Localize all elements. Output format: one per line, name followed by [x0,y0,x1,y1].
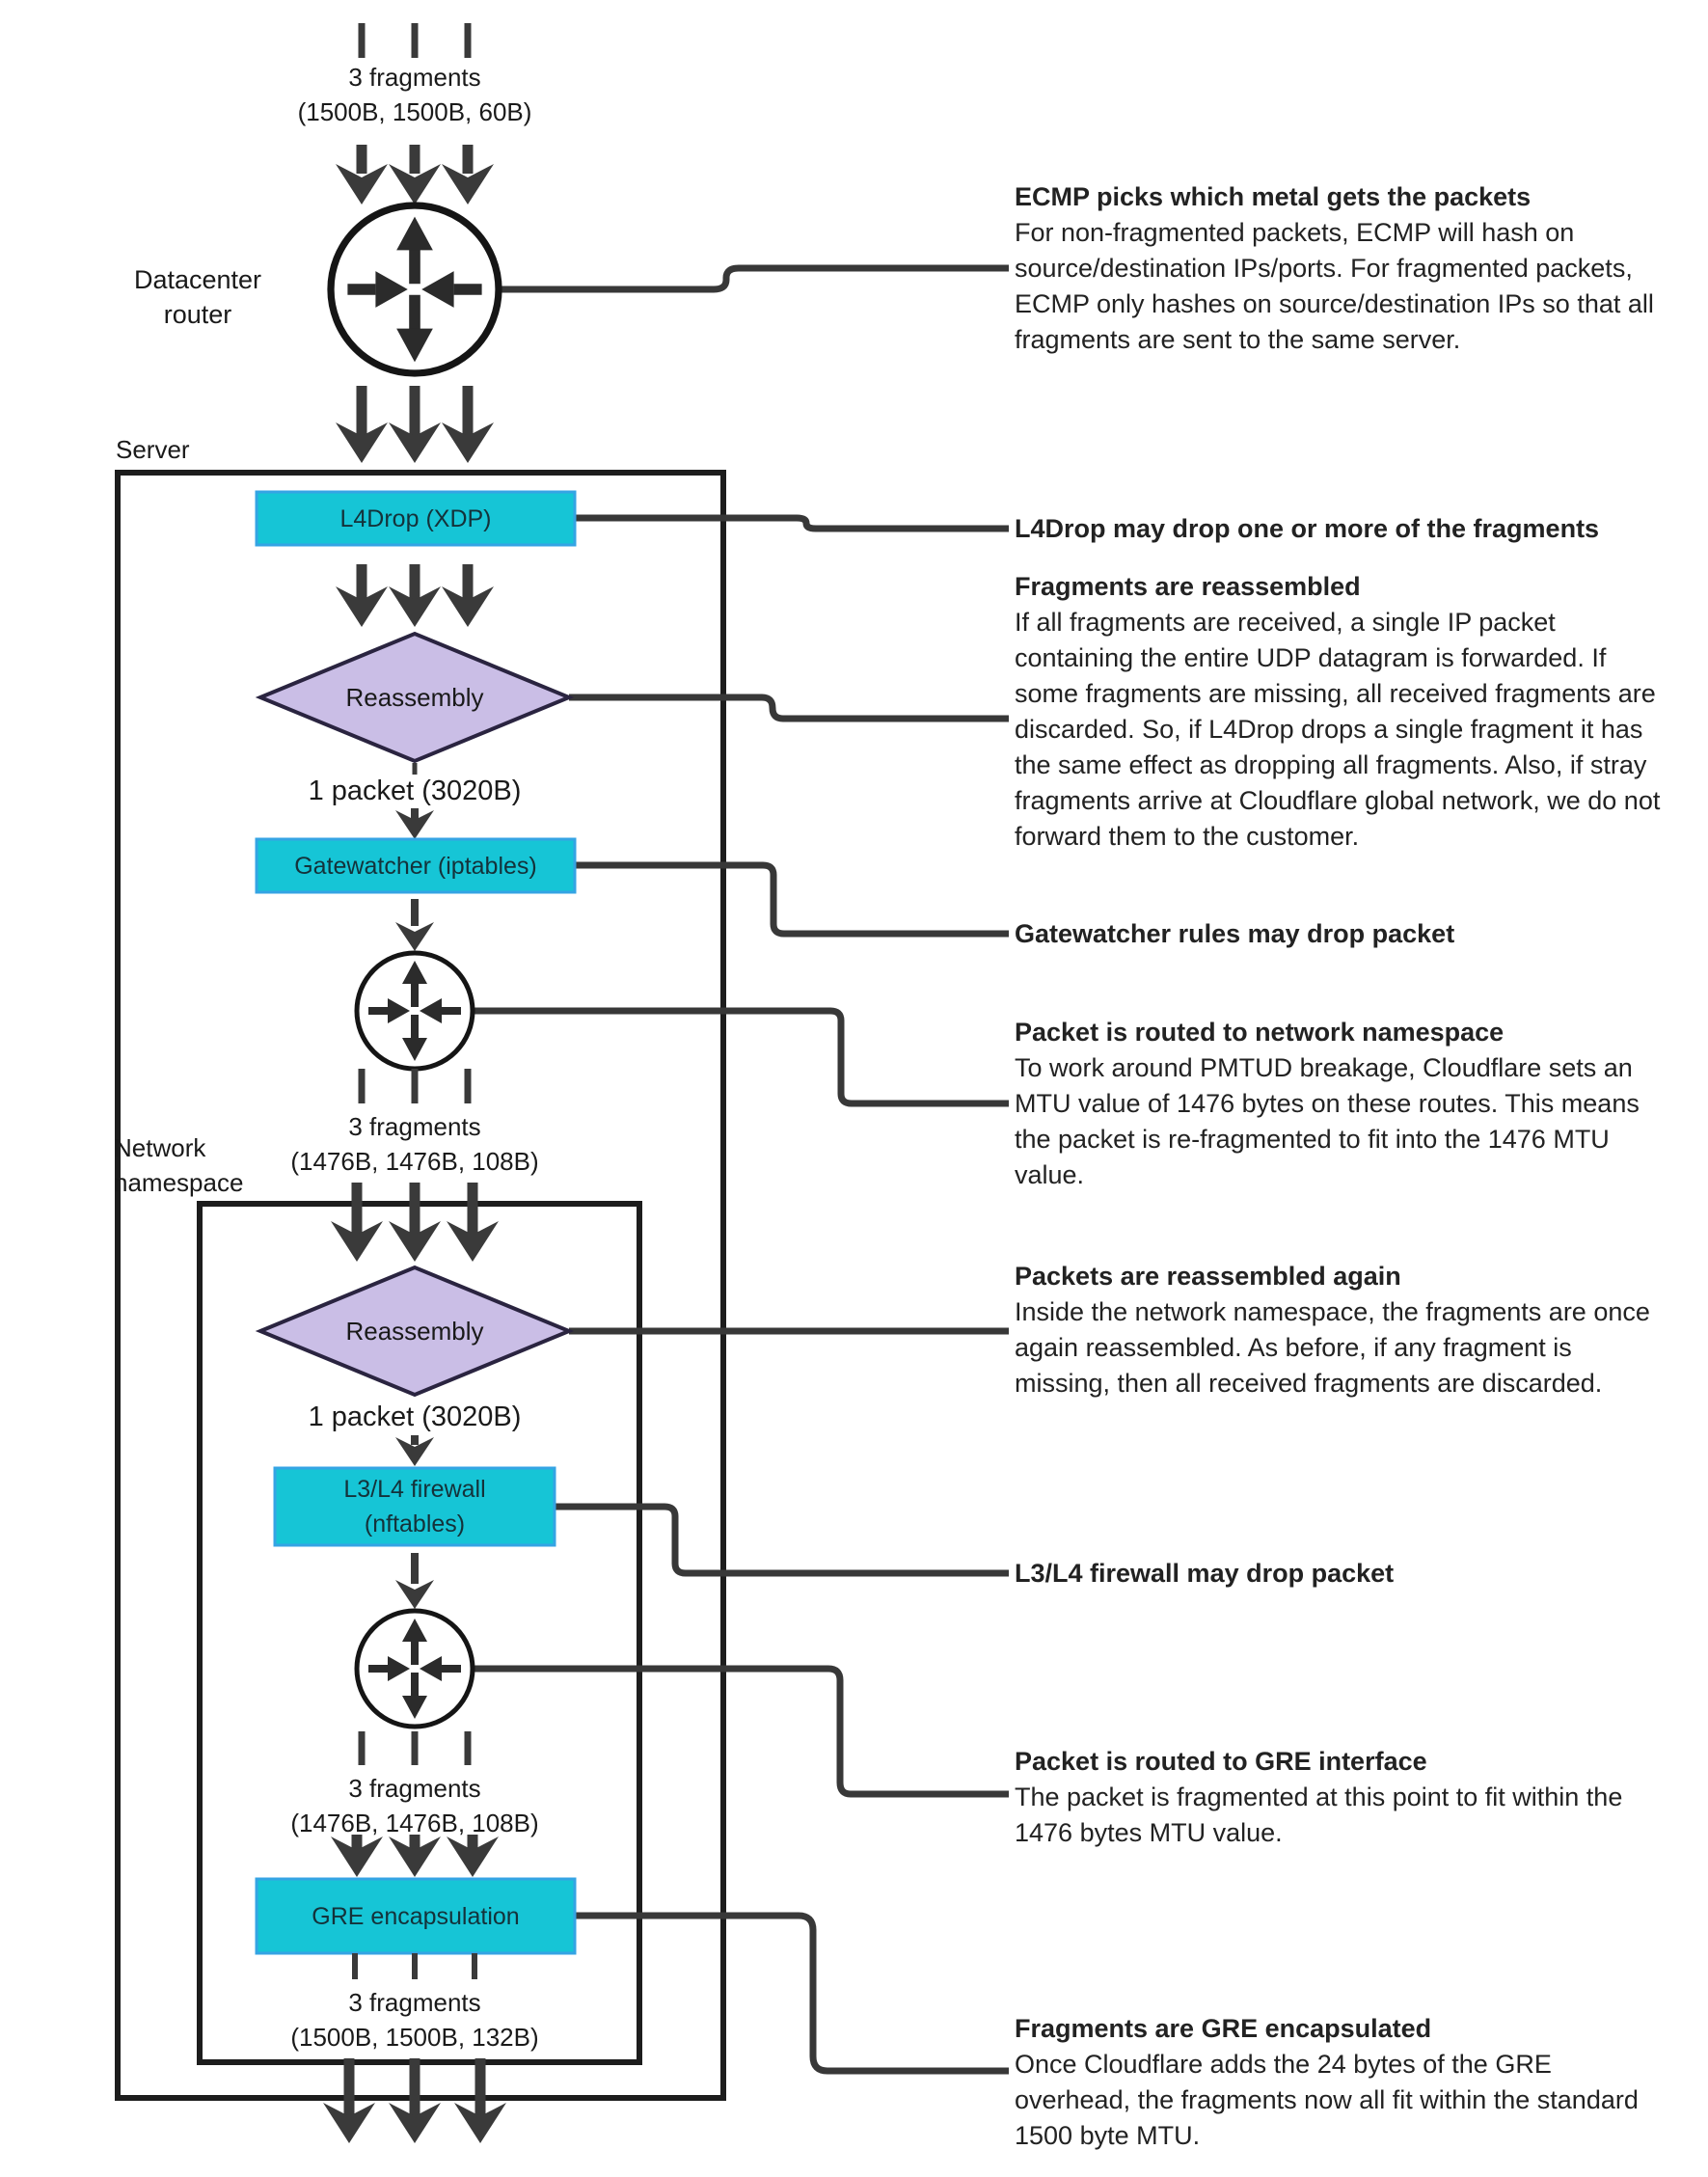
connector-l4drop [575,518,1009,529]
fragment-dashes-pre-gre [362,1731,468,1765]
arrow-packet2-to-l3l4 [395,1435,434,1466]
server-label: Server [116,435,190,464]
arrows-into-namespace [331,1183,499,1262]
annotation-route-namespace [1015,1015,1670,1193]
annotation-ecmp-body: For non-fragmented packets, ECMP will hash on source/destination IPs/ports. For fragmented packets, ECMP only hashes on source/destination IPs so that all fragments are sent to the same server. [1015,218,1654,354]
connector-gatewatcher [575,865,1009,934]
l3l4-firewall-label: L3/L4 firewall (nftables) [343,1476,486,1538]
connector-route-namespace [473,1011,1009,1103]
annotation-route-gre-body: The packet is fragmented at this point to fit within the 1476 bytes MTU value. [1015,1782,1623,1847]
arrows-l4drop-to-reassembly [336,564,494,627]
connector-reassembly-1 [569,697,1009,719]
annotation-route-gre [1015,1744,1670,1851]
annotation-l3l4-title: L3/L4 firewall may drop packet [1015,1559,1395,1588]
annotation-gatewatcher [1015,916,1670,952]
arrow-gatewatcher-to-router [395,899,434,951]
gatewatcher-label: Gatewatcher (iptables) [294,852,537,880]
annotation-reassembled-again [1015,1259,1670,1401]
annotation-reassembled-again-title: Packets are reassembled again [1015,1262,1401,1291]
reassembly-1-label: Reassembly [345,683,484,712]
packet-2-label: 1 packet (3020B) [308,1401,522,1432]
annotation-gre-encapsulated-body: Once Cloudflare adds the 24 bytes of the GRE overhead, the fragments now all fit within the standard 1500 byte MTU. [1015,2050,1639,2150]
post-gre-fragments-sizes: (1500B, 1500B, 132B) [290,2023,539,2052]
annotation-l4drop-title: L4Drop may drop one or more of the fragments [1015,514,1600,543]
gre-label: GRE encapsulation [312,1902,520,1930]
router-icon-datacenter [331,205,499,373]
arrows-into-gre [331,1835,499,1877]
annotation-reassembled-title: Fragments are reassembled [1015,572,1361,601]
arrow-packet1-to-gatewatcher [395,808,434,839]
annotation-route-namespace-body: To work around PMTUD breakage, Cloudflare sets an MTU value of 1476 bytes on these routes. This means the packet is re-fragmented to fit into the 1476 MTU value. [1015,1053,1640,1189]
reassembly-2-label: Reassembly [345,1317,484,1346]
annotation-l3l4 [1015,1556,1670,1592]
annotation-gre-encapsulated [1015,2011,1670,2154]
router-icon-namespace [357,1611,473,1727]
router-icon-server [357,953,473,1069]
arrows-top-into-router [336,145,494,204]
annotation-reassembled-body: If all fragments are received, a single IP packet containing the entire UDP datagram is forwarded. If some fragments are missing, all received fragments are discarded. So, if L4Drop drops a single fragment it has the same effect as dropping all fragments. Also, if stray fragments arrive at Cloudflare global network, we do not forward them to the customer. [1015,608,1661,851]
top-fragments-count: 3 fragments [348,63,481,92]
connector-ecmp [499,268,1009,289]
datacenter-router-label: Datacenter router [133,265,262,329]
packet-1-label: 1 packet (3020B) [308,776,522,806]
fragment-dashes-mid [362,1069,468,1103]
gre-stub-lines [355,1953,474,1979]
pre-gre-fragments-sizes: (1476B, 1476B, 108B) [290,1809,539,1837]
arrow-l3l4-to-router [395,1553,434,1609]
connector-l3l4 [555,1507,1009,1573]
annotation-ecmp [1015,179,1670,358]
top-fragments-sizes: (1500B, 1500B, 60B) [297,97,532,126]
annotation-gre-encapsulated-title: Fragments are GRE encapsulated [1015,2014,1432,2043]
post-gre-fragments-count: 3 fragments [348,1988,481,2017]
arrows-out-bottom [323,2058,506,2143]
network-namespace-label: Network namespace [114,1133,244,1197]
annotation-gatewatcher-title: Gatewatcher rules may drop packet [1015,919,1455,948]
annotation-ecmp-title: ECMP picks which metal gets the packets [1015,182,1532,211]
fragment-dashes-top [362,23,468,58]
annotation-l4drop [1015,511,1670,547]
mid-fragments-count: 3 fragments [348,1112,481,1141]
annotation-route-namespace-title: Packet is routed to network namespace [1015,1018,1505,1047]
annotation-reassembled [1015,569,1670,855]
annotation-reassembled-again-body: Inside the network namespace, the fragments are once again reassembled. As before, if any fragment is missing, then all received fragments are discarded. [1015,1297,1650,1398]
mid-fragments-sizes: (1476B, 1476B, 108B) [290,1147,539,1176]
annotation-route-gre-title: Packet is routed to GRE interface [1015,1747,1427,1776]
pre-gre-fragments-count: 3 fragments [348,1774,481,1803]
arrows-into-server [336,386,494,463]
l4drop-label: L4Drop (XDP) [339,504,492,532]
